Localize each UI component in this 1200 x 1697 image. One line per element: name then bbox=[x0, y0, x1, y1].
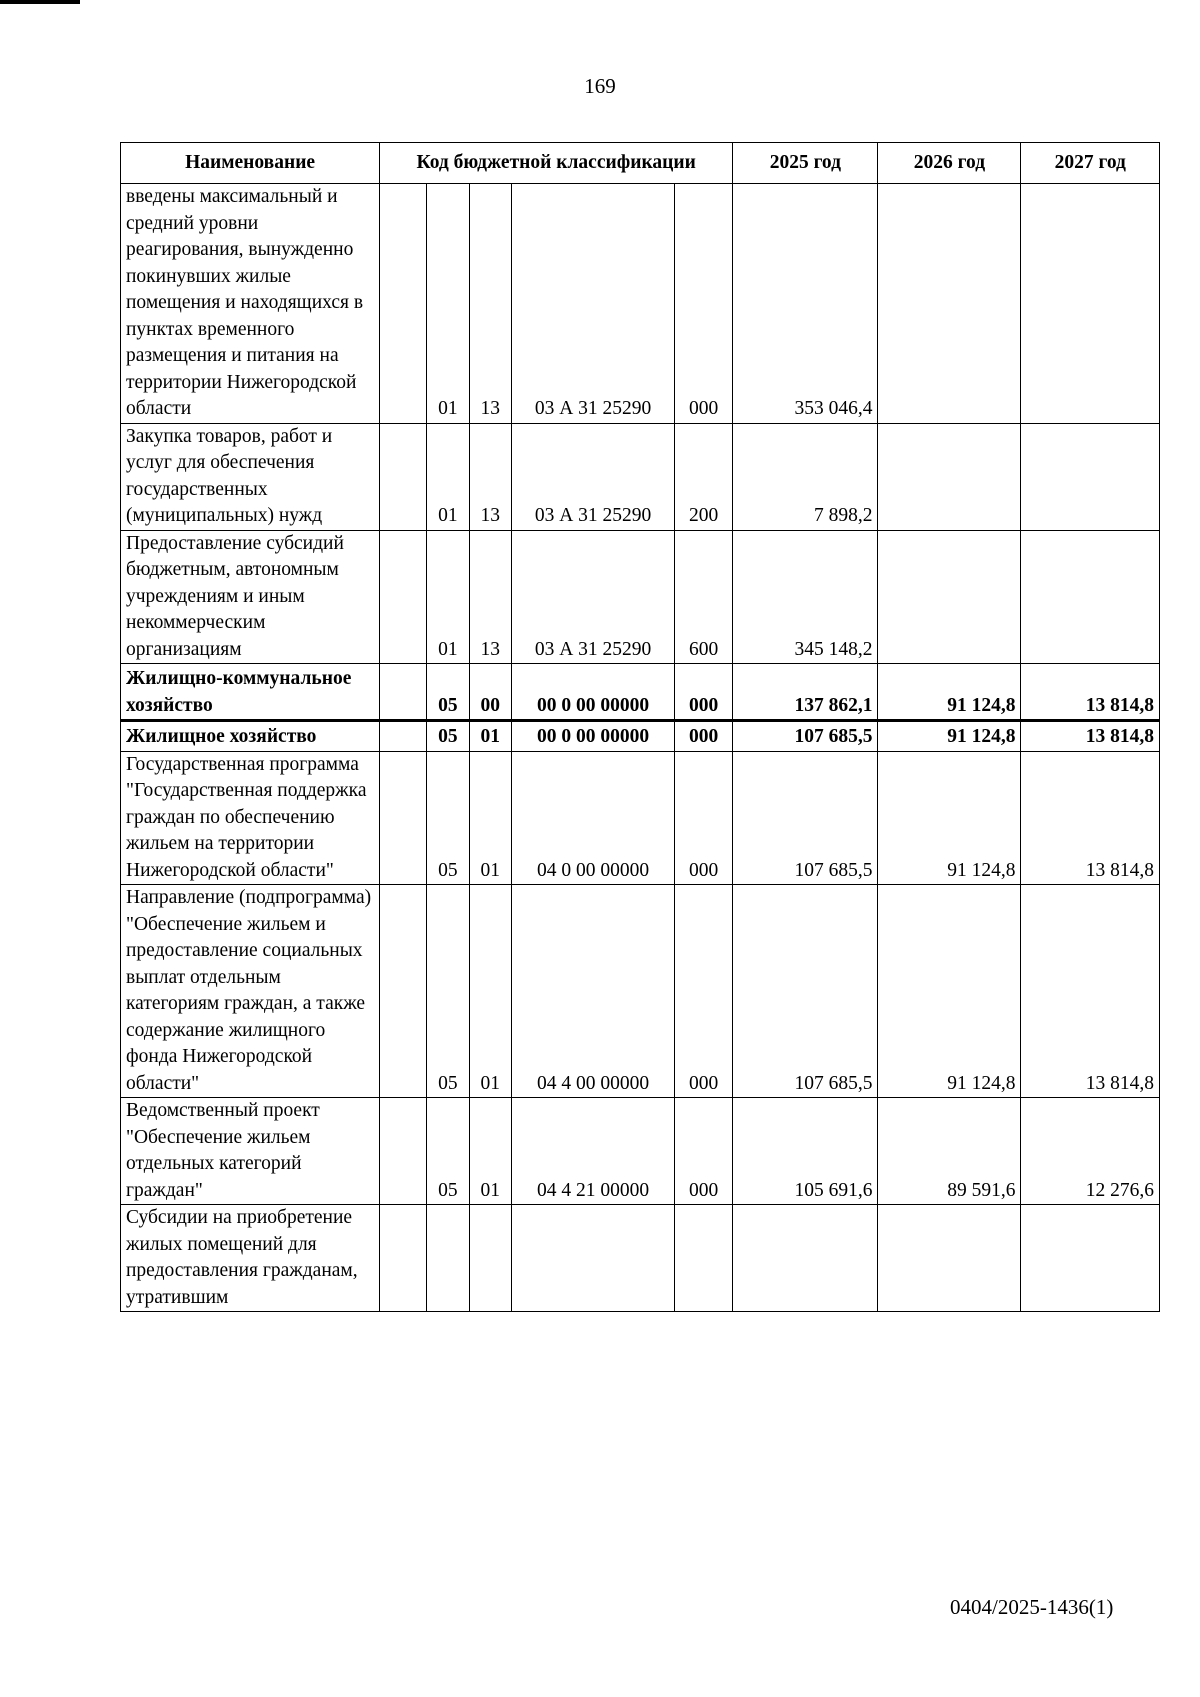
row-value-2027: 12 276,6 bbox=[1021, 1098, 1160, 1205]
header-2027: 2027 год bbox=[1021, 143, 1160, 184]
row-code-expense-type bbox=[675, 1205, 733, 1312]
row-blank-code bbox=[380, 664, 427, 721]
row-blank-code bbox=[380, 751, 427, 885]
row-code-subsection: 01 bbox=[469, 1098, 511, 1205]
header-2025: 2025 год bbox=[733, 143, 878, 184]
row-code-expense-type: 000 bbox=[675, 885, 733, 1098]
row-blank-code bbox=[380, 721, 427, 752]
row-value-2027: 13 814,8 bbox=[1021, 664, 1160, 721]
row-code-subsection: 01 bbox=[469, 721, 511, 752]
row-value-2025: 345 148,2 bbox=[733, 530, 878, 664]
table-row bbox=[121, 1205, 1160, 1312]
row-code-expense-type: 000 bbox=[675, 184, 733, 424]
row-value-2025 bbox=[733, 1205, 878, 1312]
row-code-subsection: 13 bbox=[469, 423, 511, 530]
row-value-2026 bbox=[878, 423, 1021, 530]
row-code-section bbox=[427, 1205, 469, 1312]
table-row bbox=[121, 530, 1160, 664]
row-value-2026: 91 124,8 bbox=[878, 751, 1021, 885]
row-code-target bbox=[512, 1205, 675, 1312]
row-code-subsection bbox=[469, 1205, 511, 1312]
row-name: Ведомственный проект "Обеспечение жильем отдельных категорий граждан" bbox=[121, 1098, 380, 1205]
row-blank-code bbox=[380, 1098, 427, 1205]
row-value-2027 bbox=[1021, 184, 1160, 424]
row-code-target: 04 0 00 00000 bbox=[512, 751, 675, 885]
row-code-section: 05 bbox=[427, 664, 469, 721]
row-code-target: 00 0 00 00000 bbox=[512, 721, 675, 752]
row-value-2027: 13 814,8 bbox=[1021, 721, 1160, 752]
row-code-subsection: 13 bbox=[469, 184, 511, 424]
row-value-2026 bbox=[878, 530, 1021, 664]
row-code-subsection: 13 bbox=[469, 530, 511, 664]
table-header-row bbox=[121, 143, 1160, 184]
row-value-2025: 107 685,5 bbox=[733, 721, 878, 752]
row-value-2027 bbox=[1021, 530, 1160, 664]
row-value-2027: 13 814,8 bbox=[1021, 885, 1160, 1098]
scan-corner-mark bbox=[0, 0, 80, 4]
row-name: Закупка товаров, работ и услуг для обеспечения государственных (муниципальных) нужд bbox=[121, 423, 380, 530]
row-name: Государственная программа "Государственная поддержка граждан по обеспечению жильем на территории Нижегородской области" bbox=[121, 751, 380, 885]
row-code-expense-type: 000 bbox=[675, 751, 733, 885]
row-code-section: 05 bbox=[427, 721, 469, 752]
row-code-subsection: 01 bbox=[469, 751, 511, 885]
row-value-2027 bbox=[1021, 423, 1160, 530]
row-value-2025: 107 685,5 bbox=[733, 885, 878, 1098]
row-code-section: 05 bbox=[427, 751, 469, 885]
row-value-2025: 105 691,6 bbox=[733, 1098, 878, 1205]
row-code-section: 01 bbox=[427, 423, 469, 530]
page-number: 169 bbox=[584, 74, 616, 98]
row-name: Направление (подпрограмма) "Обеспечение жильем и предоставление социальных выплат отдельным категориям граждан, а также содержание жилищного фонда Нижегородской области" bbox=[121, 885, 380, 1098]
row-blank-code bbox=[380, 423, 427, 530]
row-name: Жилищно-коммунальное хозяйство bbox=[121, 664, 380, 721]
row-code-target: 00 0 00 00000 bbox=[512, 664, 675, 721]
row-value-2026: 91 124,8 bbox=[878, 721, 1021, 752]
table-row bbox=[121, 885, 1160, 1098]
row-value-2026: 89 591,6 bbox=[878, 1098, 1021, 1205]
row-code-target: 03 А 31 25290 bbox=[512, 530, 675, 664]
row-code-section: 05 bbox=[427, 885, 469, 1098]
row-value-2025: 137 862,1 bbox=[733, 664, 878, 721]
row-code-target: 03 А 31 25290 bbox=[512, 184, 675, 424]
row-name: Жилищное хозяйство bbox=[121, 721, 380, 752]
row-code-section: 05 bbox=[427, 1098, 469, 1205]
row-value-2026 bbox=[878, 1205, 1021, 1312]
row-blank-code bbox=[380, 1205, 427, 1312]
row-code-section: 01 bbox=[427, 530, 469, 664]
row-blank-code bbox=[380, 885, 427, 1098]
row-code-subsection: 00 bbox=[469, 664, 511, 721]
table-row-subsection-total bbox=[121, 721, 1160, 752]
row-value-2026: 91 124,8 bbox=[878, 664, 1021, 721]
row-code-expense-type: 200 bbox=[675, 423, 733, 530]
budget-table bbox=[120, 142, 1160, 1312]
row-code-target: 04 4 00 00000 bbox=[512, 885, 675, 1098]
document-id: 0404/2025-1436(1) bbox=[950, 1595, 1114, 1619]
row-name: Субсидии на приобретение жилых помещений для предоставления гражданам, утратившим bbox=[121, 1205, 380, 1312]
row-blank-code bbox=[380, 530, 427, 664]
row-name: Предоставление субсидий бюджетным, автономным учреждениям и иным некоммерческим организациям bbox=[121, 530, 380, 664]
table-row bbox=[121, 751, 1160, 885]
row-code-expense-type: 000 bbox=[675, 721, 733, 752]
table-row bbox=[121, 1098, 1160, 1205]
row-value-2025: 7 898,2 bbox=[733, 423, 878, 530]
row-value-2025: 353 046,4 bbox=[733, 184, 878, 424]
row-code-expense-type: 000 bbox=[675, 1098, 733, 1205]
header-name: Наименование bbox=[121, 143, 380, 184]
row-name: введены максимальный и средний уровни реагирования, вынужденно покинувших жилые помещения и находящихся в пунктах временного размещения и питания на территории Нижегородской области bbox=[121, 184, 380, 424]
header-2026: 2026 год bbox=[878, 143, 1021, 184]
row-code-subsection: 01 bbox=[469, 885, 511, 1098]
row-value-2026: 91 124,8 bbox=[878, 885, 1021, 1098]
header-code: Код бюджетной классификации bbox=[380, 143, 733, 184]
row-value-2027 bbox=[1021, 1205, 1160, 1312]
row-code-expense-type: 000 bbox=[675, 664, 733, 721]
table-row bbox=[121, 184, 1160, 424]
row-value-2025: 107 685,5 bbox=[733, 751, 878, 885]
row-blank-code bbox=[380, 184, 427, 424]
row-code-target: 03 А 31 25290 bbox=[512, 423, 675, 530]
row-code-expense-type: 600 bbox=[675, 530, 733, 664]
table-row bbox=[121, 423, 1160, 530]
row-code-section: 01 bbox=[427, 184, 469, 424]
row-value-2027: 13 814,8 bbox=[1021, 751, 1160, 885]
table-row-section-total bbox=[121, 664, 1160, 721]
row-value-2026 bbox=[878, 184, 1021, 424]
row-code-target: 04 4 21 00000 bbox=[512, 1098, 675, 1205]
